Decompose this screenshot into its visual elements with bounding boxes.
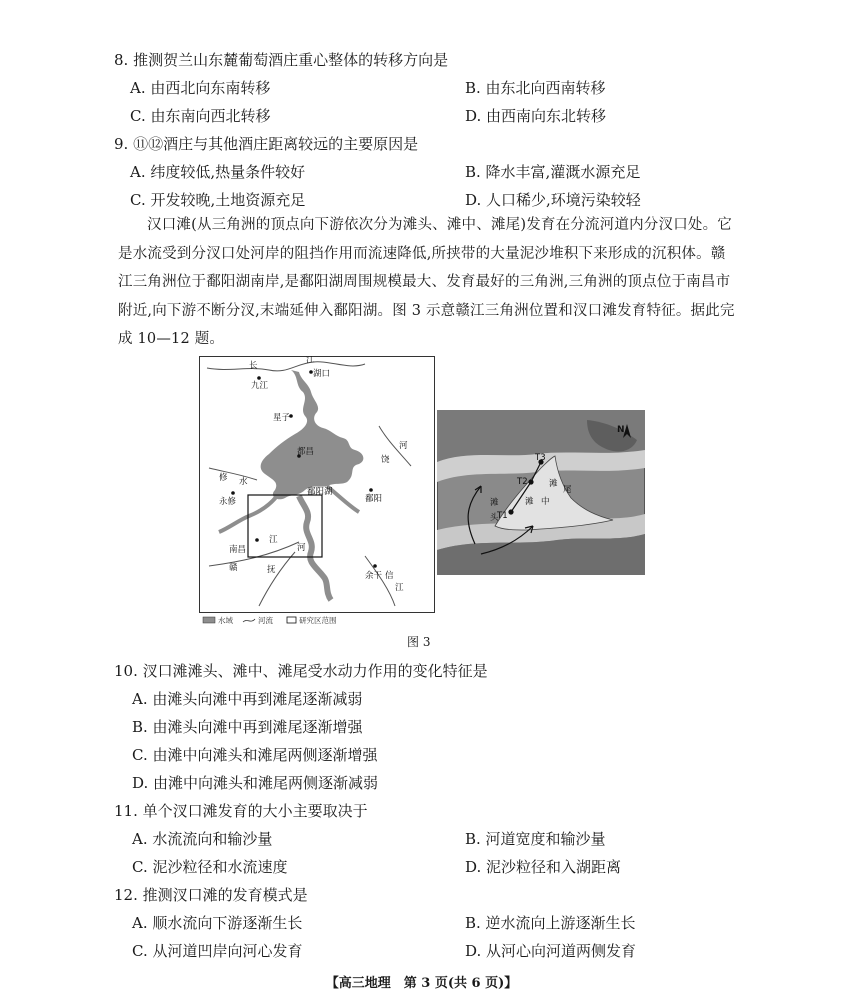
question-8-option-d: D. 由西南向东北转移 <box>465 107 607 125</box>
label-jiang-top: 江 <box>306 356 315 365</box>
question-12-option-c: C. 从河道凹岸向河心发育 <box>132 942 303 960</box>
question-9-option-d: D. 人口稀少,环境污染较轻 <box>465 191 641 209</box>
label-xin: 信 <box>385 571 394 581</box>
fork-bar-satellite-image <box>437 410 645 575</box>
question-11-stem: 11. 单个汊口滩发育的大小主要取决于 <box>114 802 368 820</box>
label-xiu: 修 <box>219 473 228 483</box>
question-12-option-a: A. 顺水流向下游逐渐生长 <box>132 914 303 932</box>
question-11-option-d: D. 泥沙粒径和入湖距离 <box>465 858 622 876</box>
label-poyang-lake: 鄱阳湖 <box>307 487 333 497</box>
label-t3: T3 <box>535 453 546 463</box>
passage-text: 汉口滩(从三角洲的顶点向下游依次分为滩头、滩中、滩尾)发育在分流河道内分汊口处。它是水流受到分汊口处河岸的阻挡作用而流速降低,所挟带的大量泥沙堆积下来形成的沉积体。赣江三角洲位于鄱阳湖南岸,是鄱阳湖周围规模最大、发育最好的三角洲,三角洲的顶点位于南昌市附近,向下游不断分汊,末端延伸入鄱阳湖。图 3 示意赣江三角洲位置和汊口滩发育特征。据此完成 10—12 题。 <box>118 217 735 348</box>
label-gan: 赣 <box>229 563 238 573</box>
question-11-option-c: C. 泥沙粒径和水流速度 <box>132 858 288 876</box>
label-t1: T1 <box>497 511 508 521</box>
label-yongxiu: 永修 <box>219 497 237 507</box>
label-tan-head-1: 滩 <box>490 498 499 508</box>
point-t2 <box>528 479 533 484</box>
legend-area-swatch <box>287 617 296 623</box>
point-t1 <box>508 509 513 514</box>
question-9-option-b: B. 降水丰富,灌溉水源充足 <box>465 163 641 181</box>
label-duchang: 都昌 <box>297 447 315 457</box>
legend-water: 水域 <box>218 616 233 625</box>
question-9-option-a: A. 纬度较低,热量条件较好 <box>130 163 306 181</box>
question-8-option-b: B. 由东北向西南转移 <box>465 79 606 97</box>
question-11-option-a: A. 水流流向和输沙量 <box>132 830 273 848</box>
question-10-option-d: D. 由滩中向滩头和滩尾两侧逐渐减弱 <box>132 774 379 792</box>
label-t2: T2 <box>517 477 528 487</box>
question-10-stem: 10. 汊口滩滩头、滩中、滩尾受水动力作用的变化特征是 <box>114 662 488 680</box>
question-11-option-b: B. 河道宽度和输沙量 <box>465 830 606 848</box>
label-he: 河 <box>399 441 408 451</box>
label-xingzi: 星子 <box>273 413 291 423</box>
label-shui: 水 <box>239 477 248 487</box>
page-footer: 【高三地理 第 3 页(共 6 页)】 <box>325 976 518 991</box>
label-jiujiang: 九江 <box>251 381 269 391</box>
label-tan-mid-2: 中 <box>541 497 550 507</box>
question-12-option-d: D. 从河心向河道两侧发育 <box>465 942 637 960</box>
label-yugan: 余干 <box>365 571 383 581</box>
label-rao: 饶 <box>381 455 390 465</box>
question-8-option-a: A. 由西北向东南转移 <box>130 79 271 97</box>
question-10-option-c: C. 由滩中向滩头和滩尾两侧逐渐增强 <box>132 746 378 764</box>
question-8-stem: 8. 推测贺兰山东麓葡萄酒庄重心整体的转移方向是 <box>114 51 449 69</box>
ganjiang-delta-location-map <box>199 356 435 628</box>
question-12-stem: 12. 推测汊口滩的发育模式是 <box>114 886 308 904</box>
label-jiang-right: 江 <box>395 583 404 593</box>
label-fu: 抚 <box>267 565 276 575</box>
map-legend <box>203 615 337 625</box>
figure-caption: 图 3 <box>407 635 431 649</box>
question-9-stem: 9. ⑪⑫酒庄与其他酒庄距离较远的主要原因是 <box>114 135 419 153</box>
label-tan-head-2: 头 <box>490 513 499 523</box>
legend-river-swatch <box>243 619 255 622</box>
label-poyang: 鄱阳 <box>365 494 383 504</box>
label-jiang-mid: 江 <box>269 535 278 545</box>
label-he-mid: 河 <box>297 543 306 553</box>
label-tan-tail-2: 尾 <box>563 485 572 495</box>
question-8-option-c: C. 由东南向西北转移 <box>130 107 271 125</box>
label-hukou: 湖口 <box>313 369 331 379</box>
label-tan-mid-1: 滩 <box>525 497 534 507</box>
question-10-option-a: A. 由滩头向滩中再到滩尾逐渐减弱 <box>132 690 363 708</box>
reading-passage <box>118 211 738 354</box>
label-nanchang: 南昌 <box>229 545 247 555</box>
legend-area: 研究区范围 <box>299 616 337 625</box>
north-label: N <box>617 425 625 435</box>
question-9-option-c: C. 开发较晚,土地资源充足 <box>130 191 306 209</box>
legend-water-swatch <box>203 617 215 623</box>
label-chang: 长 <box>249 361 258 371</box>
question-10-option-b: B. 由滩头向滩中再到滩尾逐渐增强 <box>132 718 363 736</box>
legend-river: 河流 <box>258 616 273 625</box>
question-12-option-b: B. 逆水流向上游逐渐生长 <box>465 914 636 932</box>
label-tan-tail-1: 滩 <box>549 479 558 489</box>
